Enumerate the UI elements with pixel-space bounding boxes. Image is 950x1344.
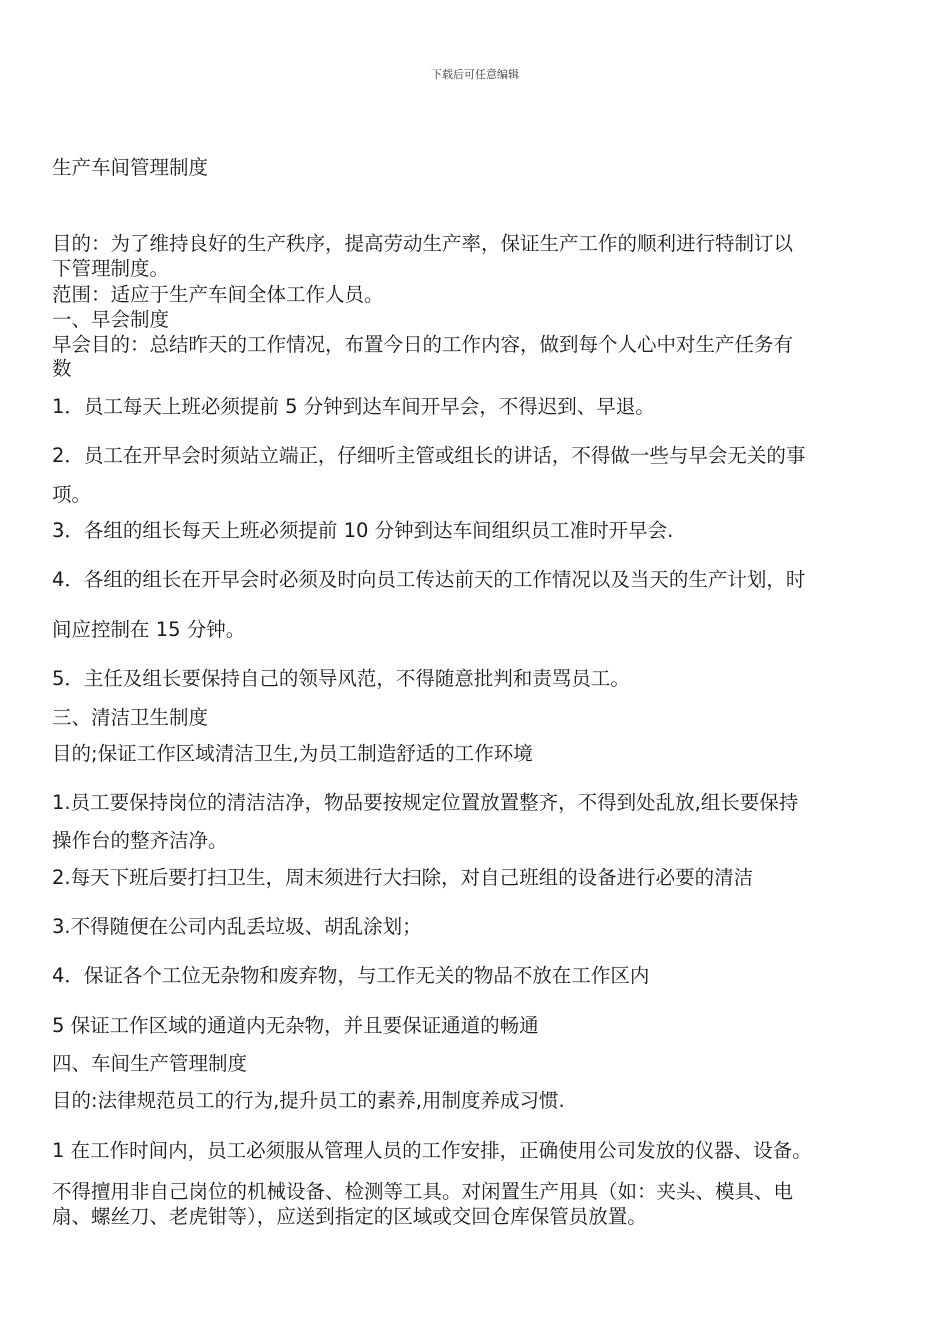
- rule-1-5: 5．主任及组长要保持自己的领导风范，不得随意批判和责骂员工。: [52, 667, 630, 690]
- scope-line: 范围：适应于生产车间全体工作人员。: [52, 283, 384, 306]
- document-title: 生产车间管理制度: [52, 156, 209, 179]
- rule-3-4: 4．保证各个工位无杂物和废弃物，与工作无关的物品不放在工作区内: [52, 964, 650, 987]
- purpose-line-1: 目的：为了维持良好的生产秩序，提高劳动生产率，保证生产工作的顺利进行特制订以: [52, 232, 794, 255]
- rule-4-1-line-1: 1 在工作时间内，员工必须服从管理人员的工作安排，正确使用公司发放的仪器、设备。: [52, 1139, 812, 1162]
- page-header: 下载后可任意编辑: [431, 68, 519, 81]
- rule-1-3: 3．各组的组长每天上班必须提前 10 分钟到达车间组织员工准时开早会.: [52, 519, 674, 542]
- rule-4-1-line-2: 不得擅用非自己岗位的机械设备、检测等工具。对闲置生产用具（如：夹头、模具、电: [52, 1180, 794, 1203]
- rule-4-1-line-3: 扇、螺丝刀、老虎钳等），应送到指定的区域或交回仓库保管员放置。: [52, 1205, 647, 1228]
- rule-3-3: 3.不得随便在公司内乱丢垃圾、胡乱涂划；: [52, 915, 422, 938]
- rule-1-2-line-1: 2．员工在开早会时须站立端正，仔细听主管或组长的讲话，不得做一些与早会无关的事: [52, 444, 806, 467]
- cleaning-purpose: 目的;保证工作区域清洁卫生,为员工制造舒适的工作环境: [52, 742, 533, 765]
- production-purpose: 目的:法律规范员工的行为,提升员工的素养,用制度养成习惯.: [52, 1089, 565, 1112]
- morning-meeting-purpose-line-1: 早会目的：总结昨天的工作情况，布置今日的工作内容，做到每个人心中对生产任务有: [52, 333, 794, 356]
- rule-1-4-line-1: 4．各组的组长在开早会时必须及时向员工传达前天的工作情况以及当天的生产计划，时: [52, 568, 806, 591]
- rule-3-1-line-1: 1.员工要保持岗位的清洁洁净，物品要按规定位置放置整齐，不得到处乱放,组长要保持: [52, 791, 799, 814]
- purpose-line-2: 下管理制度。: [52, 257, 170, 280]
- rule-1-1: 1．员工每天上班必须提前 5 分钟到达车间开早会，不得迟到、早退。: [52, 395, 655, 418]
- section-heading-production: 四、车间生产管理制度: [52, 1052, 248, 1075]
- rule-3-2: 2.每天下班后要打扫卫生，周末须进行大扫除，对自己班组的设备进行必要的清洁: [52, 866, 754, 889]
- section-heading-cleaning: 三、清洁卫生制度: [52, 706, 209, 729]
- rule-3-1-line-2: 操作台的整齐洁净。: [52, 829, 228, 852]
- rule-1-2-line-2: 项。: [52, 483, 92, 506]
- morning-meeting-purpose-line-2: 数: [52, 357, 72, 380]
- rule-3-5: 5 保证工作区域的通道内无杂物，并且要保证通道的畅通: [52, 1014, 539, 1037]
- rule-1-4-line-2: 间应控制在 15 分钟。: [52, 618, 246, 641]
- section-heading-morning-meeting: 一、早会制度: [52, 308, 170, 331]
